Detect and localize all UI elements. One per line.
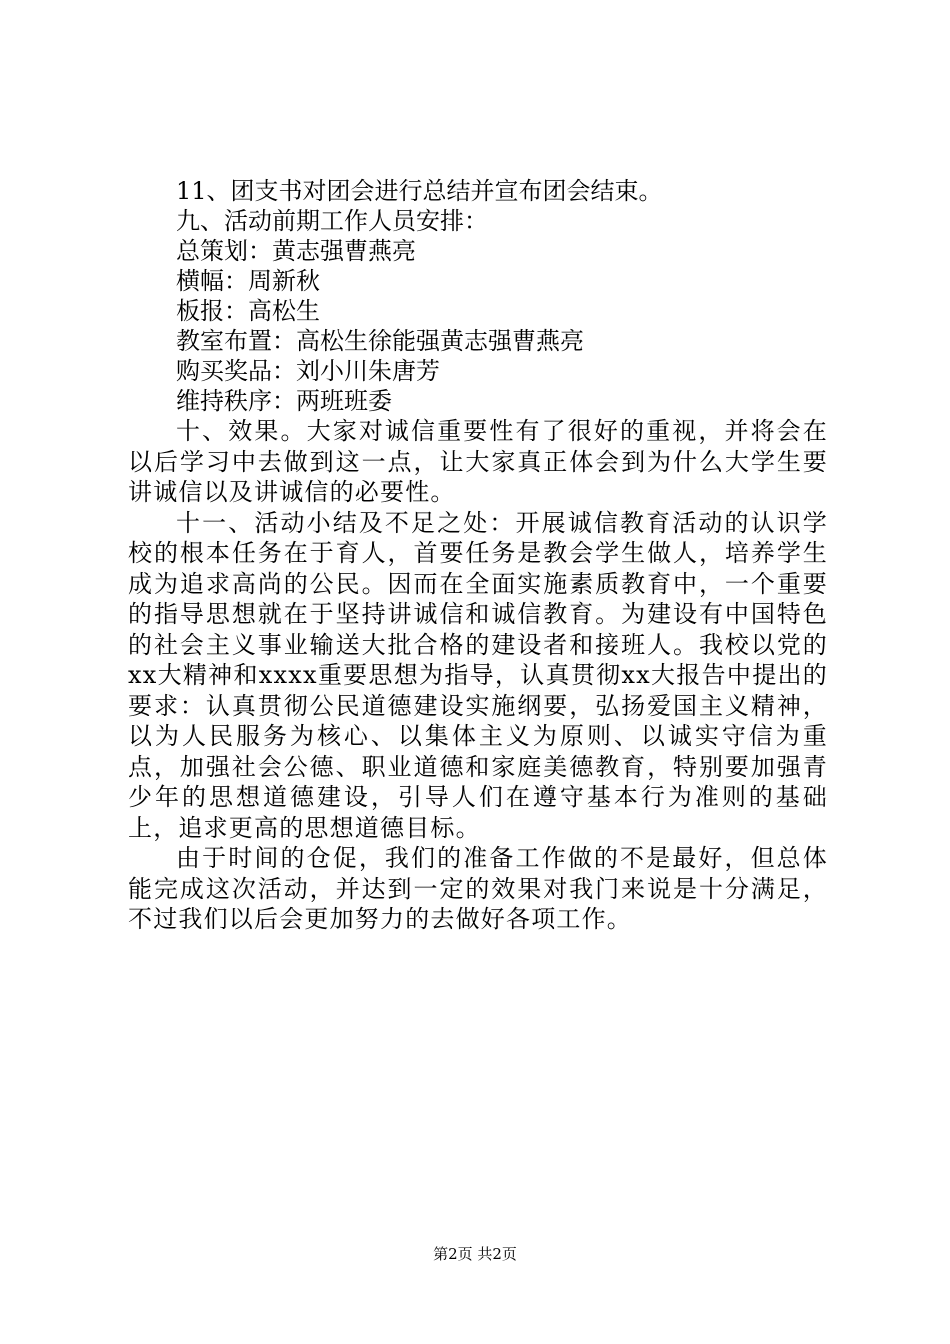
page-footer: 第2页 共2页: [433, 1245, 517, 1263]
text-line-blackboard: 板报：高松生: [176, 297, 320, 325]
text-line-planner: 总策划：黄志强曹燕亮: [176, 237, 416, 265]
text-line-prizes: 购买奖品：刘小川朱唐芳: [176, 357, 440, 385]
paragraph-summary: 十一、活动小结及不足之处：开展诚信教育活动的认识学校的根本任务在于育人，首要任务是教会学生做人，培养学生成为追求高尚的公民。因而在全面实施素质教育中，一个重要的指导思想就在于坚持讲诚信和诚信教育。为建设有中国特色的社会主义事业输送大批合格的建设者和接班人。我校以党的xx大精神和xxxx重要思想为指导，认真贯彻xx大报告中提出的要求：认真贯彻公民道德建设实施纲要，弘扬爱国主义精神，以为人民服务为核心、以集体主义为原则、以诚实守信为重点，加强社会公德、职业道德和家庭美德教育，特别要加强青少年的思想道德建设，引导人们在遵守基本行为准则的基础上，追求更高的思想道德目标。: [128, 508, 828, 842]
text-line-staff-heading: 九、活动前期工作人员安排：: [176, 207, 488, 235]
text-line-summary-step: 11、团支书对团会进行总结并宣布团会结束。: [176, 177, 663, 205]
text-line-order: 维持秩序：两班班委: [176, 387, 392, 415]
text-line-banner: 横幅：周新秋: [176, 267, 320, 295]
text-line-classroom-setup: 教室布置：高松生徐能强黄志强曹燕亮: [176, 327, 584, 355]
document-body: [128, 176, 828, 935]
paragraph-closing: 由于时间的仓促，我们的准备工作做的不是最好，但总体能完成这次活动，并达到一定的效果对我门来说是十分满足，不过我们以后会更加努力的去做好各项工作。: [128, 844, 828, 933]
paragraph-effect: 十、效果。大家对诚信重要性有了很好的重视，并将会在以后学习中去做到这一点，让大家真正体会到为什么大学生要讲诚信以及讲诚信的必要性。: [128, 417, 828, 506]
